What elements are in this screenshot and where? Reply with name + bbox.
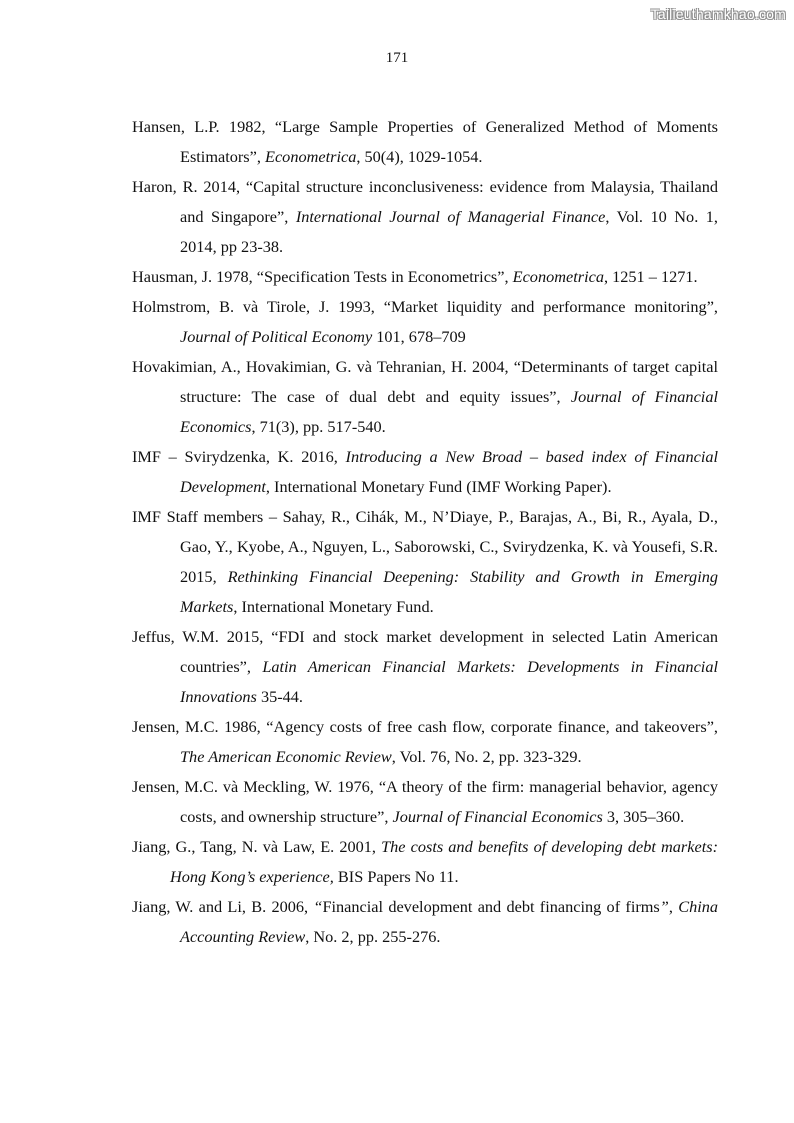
reference-source: Journal of Financial Economics — [180, 387, 718, 436]
reference-source: Rethinking Financial Deepening: Stability and Growth in Emerging Markets — [180, 567, 719, 616]
page-number: 171 — [385, 50, 409, 66]
reference-details: BIS Papers No 11. — [333, 867, 459, 886]
reference-details: , International Monetary Fund (IMF Working Paper). — [265, 477, 612, 496]
reference-authors-title: IMF – Svirydzenka, K. 2016, — [132, 447, 346, 466]
reference-article-title: Financial development and debt financing of firms — [322, 897, 660, 916]
reference-item — [132, 622, 718, 712]
reference-authors-title: Jeffus, W.M. 2015, “FDI and stock market development in selected Latin American countries”, — [132, 627, 718, 676]
reference-item — [132, 442, 718, 502]
reference-item — [132, 352, 718, 442]
reference-details: , 71(3), pp. 517-540. — [251, 417, 386, 436]
reference-item — [132, 892, 718, 952]
reference-details: , 1251 – 1271. — [603, 267, 698, 286]
reference-authors-title: Haron, R. 2014, “Capital structure inconclusiveness: evidence from Malaysia, Thailand and Singapore”, — [132, 177, 718, 226]
reference-authors-title: Jensen, M.C. và Meckling, W. 1976, “A theory of the firm: managerial behavior, agency costs, and ownership structure”, — [132, 777, 718, 826]
reference-item — [132, 262, 718, 292]
reference-source: Journal of Political Economy — [180, 327, 373, 346]
reference-list — [132, 112, 718, 952]
reference-source: Journal of Financial Economics — [392, 807, 603, 826]
reference-details: 3, 305–360. — [602, 807, 685, 826]
reference-details: , Vol. 76, No. 2, pp. 323-329. — [391, 747, 582, 766]
reference-authors-title: Jensen, M.C. 1986, “Agency costs of free cash flow, corporate finance, and takeovers”, — [132, 717, 718, 736]
reference-source: International Journal of Managerial Finance — [295, 207, 606, 226]
reference-item — [132, 172, 718, 262]
reference-item — [132, 112, 718, 172]
reference-item — [132, 292, 718, 352]
reference-source: Econometrica — [512, 267, 604, 286]
reference-details: , No. 2, pp. 255-276. — [305, 927, 441, 946]
reference-close-quote: ” — [659, 897, 669, 916]
reference-authors-title: Hausman, J. 1978, “Specification Tests in Econometrics”, — [132, 267, 513, 286]
reference-separator: , — [668, 897, 679, 916]
reference-open-quote: “ — [313, 897, 323, 916]
reference-item — [132, 502, 718, 622]
reference-details: 35-44. — [256, 687, 303, 706]
reference-details: 101, 678–709 — [372, 327, 466, 346]
reference-authors-title: Jiang, G., Tang, N. và Law, E. 2001, — [132, 837, 382, 856]
reference-authors-title: IMF Staff members – Sahay, R., Cihák, M., N’Diaye, P., Barajas, A., Bi, R., Ayala, D., Gao, Y., Kyobe, A., Nguyen, L., Saborowski, C., Svirydzenka, K. và Yousefi, S.R. 2015, — [132, 507, 718, 586]
watermark-text: Tailieuthamkhao.com — [650, 6, 786, 22]
reference-source: Introducing a New Broad – based index of Financial Development — [180, 447, 719, 496]
reference-authors-title: Hansen, L.P. 1982, “Large Sample Properties of Generalized Method of Moments Estimators”, — [132, 117, 718, 166]
reference-item — [132, 712, 718, 772]
reference-item — [132, 832, 718, 892]
reference-authors-title: Hovakimian, A., Hovakimian, G. và Tehranian, H. 2004, “Determinants of target capital structure: The case of dual debt and equity issues”, — [132, 357, 718, 406]
reference-details: , International Monetary Fund. — [233, 597, 434, 616]
reference-details: , 50(4), 1029-1054. — [356, 147, 483, 166]
reference-source: The costs and benefits of developing debt markets: Hong Kong’s experience, — [170, 837, 718, 886]
reference-source: Econometrica — [265, 147, 357, 166]
reference-authors-title: Jiang, W. and Li, B. 2006, — [132, 897, 314, 916]
reference-source: The American Economic Review — [180, 747, 392, 766]
reference-source: Latin American Financial Markets: Developments in Financial Innovations — [180, 657, 718, 706]
reference-item — [132, 772, 718, 832]
reference-source: China Accounting Review — [180, 897, 719, 946]
reference-details: , Vol. 10 No. 1, 2014, pp 23-38. — [180, 207, 718, 256]
reference-authors-title: Holmstrom, B. và Tirole, J. 1993, “Market liquidity and performance monitoring”, — [132, 297, 718, 316]
